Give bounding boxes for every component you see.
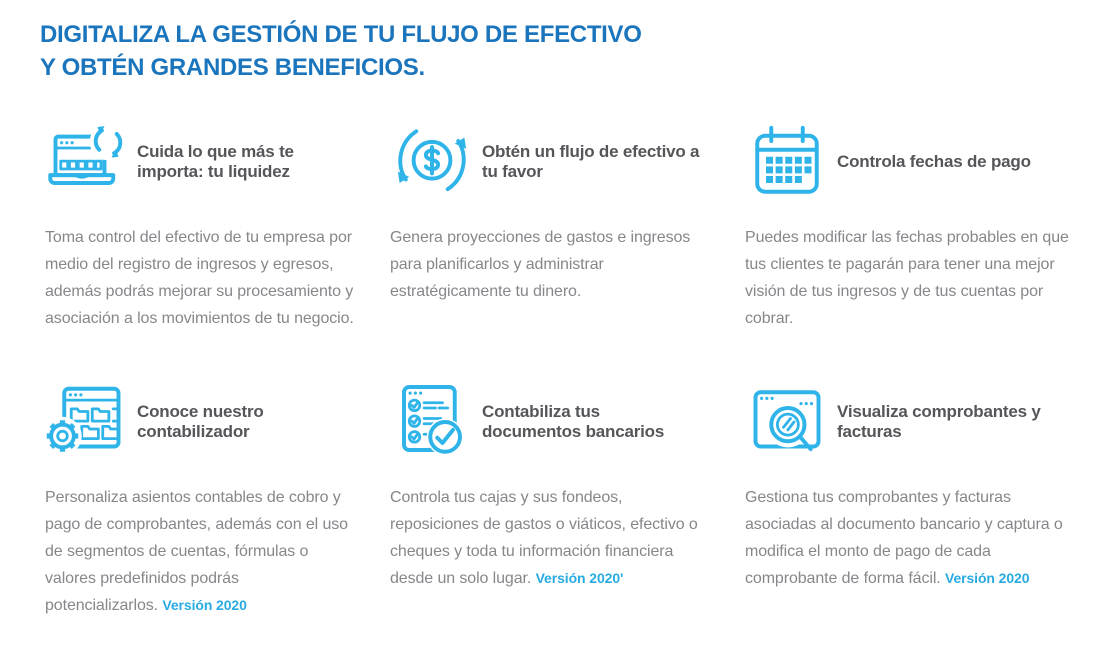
feature-title: Visualiza comprobantes y facturas: [837, 402, 1041, 441]
feature-description: [45, 484, 355, 619]
version-badge: Versión 2020: [944, 570, 1030, 586]
feature-header: [390, 120, 710, 204]
window-magnifier-icon: [745, 380, 829, 464]
feature-description: [390, 484, 710, 592]
feature-title: Cuida lo que más te importa: tu liquidez: [137, 142, 294, 181]
feature-header: [390, 380, 710, 464]
feature-body-text: Controla tus cajas y sus fondeos, reposiciones de gastos o viáticos, efectivo o cheques y toda tu información financiera desde un solo lugar.: [390, 489, 698, 587]
feature-card-comprobantes: [745, 380, 1080, 619]
page-title-line1: DIGITALIZA LA GESTIÓN DE TU FLUJO DE EFECTIVO: [40, 21, 642, 48]
feature-body-text: Puedes modificar las fechas probables en que tus clientes te pagarán para tener una mejor visión de tus ingresos y de tus cuentas por cobrar.: [745, 229, 1069, 327]
feature-body-text: Genera proyecciones de gastos e ingresos para planificarlos y administrar estratégicamente tu dinero.: [390, 229, 691, 300]
checklist-check-icon: [390, 380, 474, 464]
cash-cycle-icon: [390, 120, 474, 204]
feature-description: [745, 224, 1080, 332]
page-title: [40, 18, 1106, 84]
feature-description: [390, 224, 710, 305]
feature-body-text: Gestiona tus comprobantes y facturas asociadas al documento bancario y captura o modifica el monto de pago de cada comprobante de forma fácil.: [745, 489, 1063, 587]
features-grid: [45, 120, 1106, 619]
folders-gear-icon: [45, 380, 129, 464]
feature-title: Obtén un flujo de efectivo a tu favor: [482, 142, 700, 181]
feature-title: Contabiliza tus documentos bancarios: [482, 402, 665, 441]
feature-card-liquidez: [45, 120, 355, 332]
feature-header: [745, 120, 1080, 204]
version-badge: Versión 2020: [162, 597, 247, 613]
laptop-sync-icon: [45, 120, 129, 204]
page-title-line2: Y OBTÉN GRANDES BENEFICIOS.: [40, 54, 425, 81]
feature-card-fechas: [745, 120, 1080, 332]
feature-title: Conoce nuestro contabilizador: [137, 402, 264, 441]
feature-body-text: Toma control del efectivo de tu empresa por medio del registro de ingresos y egresos, además podrás mejorar su procesamiento y asociación a los movimientos de tu negocio.: [45, 229, 354, 327]
feature-description: [745, 484, 1080, 592]
feature-header: [45, 120, 355, 204]
feature-title: Controla fechas de pago: [837, 152, 1031, 171]
feature-card-contabilizador: [45, 380, 355, 619]
feature-header: [745, 380, 1080, 464]
feature-card-documentos: [390, 380, 710, 619]
version-badge: Versión 2020': [535, 570, 624, 586]
feature-card-flujo: [390, 120, 710, 332]
feature-header: [45, 380, 355, 464]
calendar-icon: [745, 120, 829, 204]
feature-body-text: Personaliza asientos contables de cobro y pago de comprobantes, además con el uso de segmentos de cuentas, fórmulas o valores predefinidos podrás potencializarlos.: [45, 489, 348, 614]
feature-description: [45, 224, 355, 332]
